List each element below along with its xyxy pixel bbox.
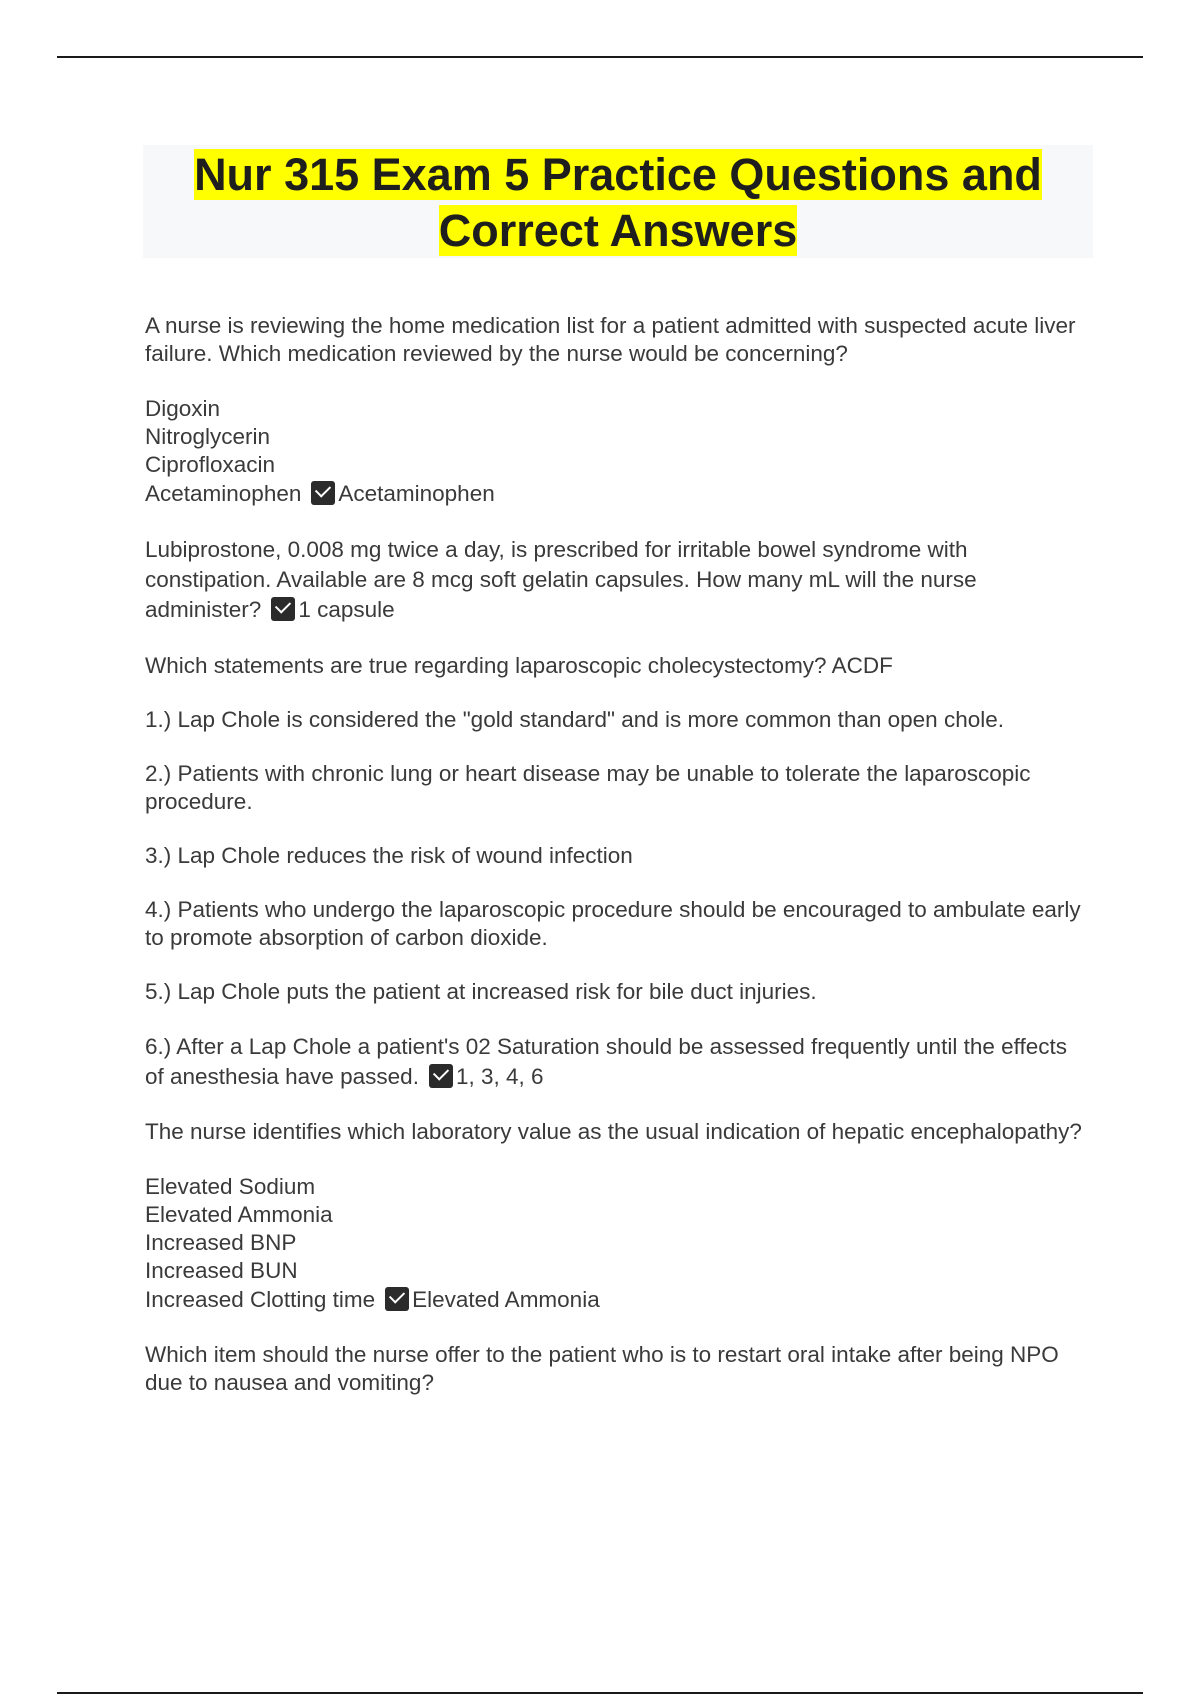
option-4-with-answer: Acetaminophen Acetaminophen xyxy=(145,481,495,506)
option-3: Increased BNP xyxy=(145,1230,297,1255)
footer-rule xyxy=(57,1692,1143,1694)
check-icon xyxy=(385,1287,409,1311)
header-rule xyxy=(57,56,1143,58)
statement-2: 2.) Patients with chronic lung or heart disease may be unable to tolerate the laparoscopic procedure. xyxy=(145,761,1031,814)
statement-4: 4.) Patients who undergo the laparoscopic procedure should be encouraged to ambulate early to promote absorption of carbon dioxide. xyxy=(145,897,1081,950)
option-2: Elevated Ammonia xyxy=(145,1202,333,1227)
option-2: Nitroglycerin xyxy=(145,424,271,449)
check-icon xyxy=(271,597,295,621)
option-3: Ciprofloxacin xyxy=(145,452,276,477)
question-3: Which statements are true regarding laparoscopic cholecystectomy? ACDF xyxy=(145,653,893,678)
check-icon xyxy=(429,1064,453,1088)
title-banner xyxy=(143,145,1093,258)
page-title: Nur 315 Exam 5 Practice Questions and Correct Answers xyxy=(194,149,1042,256)
answer: Elevated Ammonia xyxy=(412,1287,600,1312)
option-1: Digoxin xyxy=(145,396,221,421)
question-4: The nurse identifies which laboratory value as the usual indication of hepatic encephalopathy? xyxy=(145,1119,1082,1144)
option-5-with-answer: Increased Clotting time Elevated Ammonia xyxy=(145,1287,600,1312)
statement-6-with-answer: 6.) After a Lap Chole a patient's 02 Saturation should be assessed frequently until the effects of anesthesia have passed. 1, 3, 4, 6 xyxy=(145,1034,1067,1089)
answer: 1 capsule xyxy=(298,597,395,622)
answer: 1, 3, 4, 6 xyxy=(455,1064,544,1089)
question-2: Lubiprostone, 0.008 mg twice a day, is prescribed for irritable bowel syndrome with constipation. Available are 8 mcg soft gelatin capsules. How many mL will the nurse administer? 1 capsule xyxy=(145,537,977,622)
option-4: Increased BUN xyxy=(145,1258,298,1283)
option-1: Elevated Sodium xyxy=(145,1174,316,1199)
statement-1: 1.) Lap Chole is considered the "gold standard" and is more common than open chole. xyxy=(145,707,1004,732)
question-5: Which item should the nurse offer to the patient who is to restart oral intake after being NPO due to nausea and vomiting? xyxy=(145,1342,1059,1395)
statement-5: 5.) Lap Chole puts the patient at increased risk for bile duct injuries. xyxy=(145,979,817,1004)
document-body xyxy=(145,312,1085,1397)
answer: Acetaminophen xyxy=(338,481,495,506)
statement-3: 3.) Lap Chole reduces the risk of wound infection xyxy=(145,843,633,868)
check-icon xyxy=(311,481,335,505)
question-1: A nurse is reviewing the home medication list for a patient admitted with suspected acute liver failure. Which medication reviewed by the nurse would be concerning? xyxy=(145,313,1076,366)
